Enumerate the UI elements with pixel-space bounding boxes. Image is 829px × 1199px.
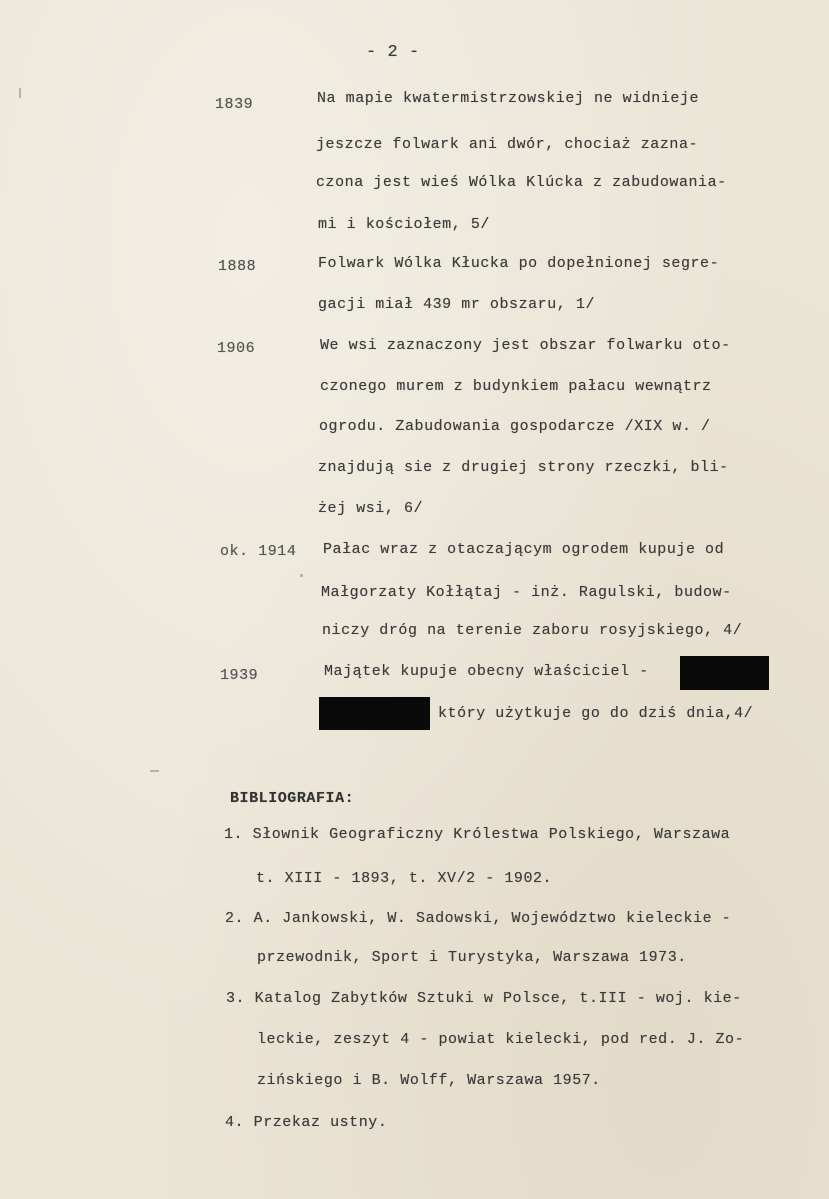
entry-1906-line-4: znajdują sie z drugiej strony rzeczki, bli-: [318, 459, 729, 476]
entry-1839-line-4: mi i kościołem, 5/: [318, 216, 490, 233]
entry-1939-line-2: który użytkuje go do dziś dnia,4/: [438, 705, 754, 722]
entry-date-1939: 1939: [220, 667, 259, 684]
entry-1839-line-2: jeszcze folwark ani dwór, chociaż zazna-: [316, 136, 699, 153]
bibliography-item-1-line-1: 1. Słownik Geograficzny Królestwa Polskiego, Warszawa: [224, 826, 731, 843]
bibliography-item-3-line-1: 3. Katalog Zabytków Sztuki w Polsce, t.III - woj. kie-: [226, 990, 742, 1007]
entry-1914-line-1: Pałac wraz z otaczającym ogrodem kupuje od: [323, 541, 725, 558]
entry-1839-line-3: czona jest wieś Wólka Klúcka z zabudowania-: [316, 174, 727, 191]
entry-date-1906: 1906: [217, 340, 256, 357]
bibliography-item-1-line-2: t. XIII - 1893, t. XV/2 - 1902.: [256, 870, 553, 887]
entry-1914-line-3: niczy dróg na terenie zaboru rosyjskiego, 4/: [322, 622, 743, 639]
entry-1906-line-1: We wsi zaznaczony jest obszar folwarku oto-: [320, 337, 731, 354]
redaction-bar-owner-name-1: [680, 656, 769, 690]
bibliography-item-2-line-2: przewodnik, Sport i Turystyka, Warszawa 1973.: [257, 949, 687, 966]
bibliography-item-2-line-1: 2. A. Jankowski, W. Sadowski, Województwo kieleckie -: [225, 910, 732, 927]
paper-mark: [300, 574, 303, 577]
bibliography-heading: BIBLIOGRAFIA:: [230, 790, 355, 807]
entry-1906-line-2: czonego murem z budynkiem pałacu wewnątrz: [320, 378, 712, 395]
entry-1939-line-1: Majątek kupuje obecny właściciel -: [324, 663, 649, 680]
entry-1914-line-2: Małgorzaty Kołłątaj - inż. Ragulski, budow-: [321, 584, 732, 601]
entry-1906-line-5: żej wsi, 6/: [318, 500, 424, 517]
redaction-bar-owner-name-2: [319, 697, 430, 730]
paper-mark: [150, 770, 159, 772]
bibliography-item-3-line-3: zińskiego i B. Wolff, Warszawa 1957.: [257, 1072, 601, 1089]
entry-date-1839: 1839: [215, 96, 254, 113]
entry-1888-line-1: Folwark Wólka Kłucka po dopełnionej segre-: [318, 255, 720, 272]
page-number: - 2 -: [366, 43, 420, 62]
bibliography-item-4-line-1: 4. Przekaz ustny.: [225, 1114, 388, 1131]
entry-1839-line-1: Na mapie kwatermistrzowskiej ne widnieje: [317, 90, 700, 107]
paper-mark: [19, 88, 21, 98]
entry-1906-line-3: ogrodu. Zabudowania gospodarcze /XIX w. /: [319, 418, 711, 435]
entry-date-1888: 1888: [218, 258, 257, 275]
bibliography-item-3-line-2: leckie, zeszyt 4 - powiat kielecki, pod red. J. Zo-: [257, 1031, 745, 1048]
entry-date-1914: ok. 1914: [220, 543, 297, 560]
entry-1888-line-2: gacji miał 439 mr obszaru, 1/: [318, 296, 595, 313]
